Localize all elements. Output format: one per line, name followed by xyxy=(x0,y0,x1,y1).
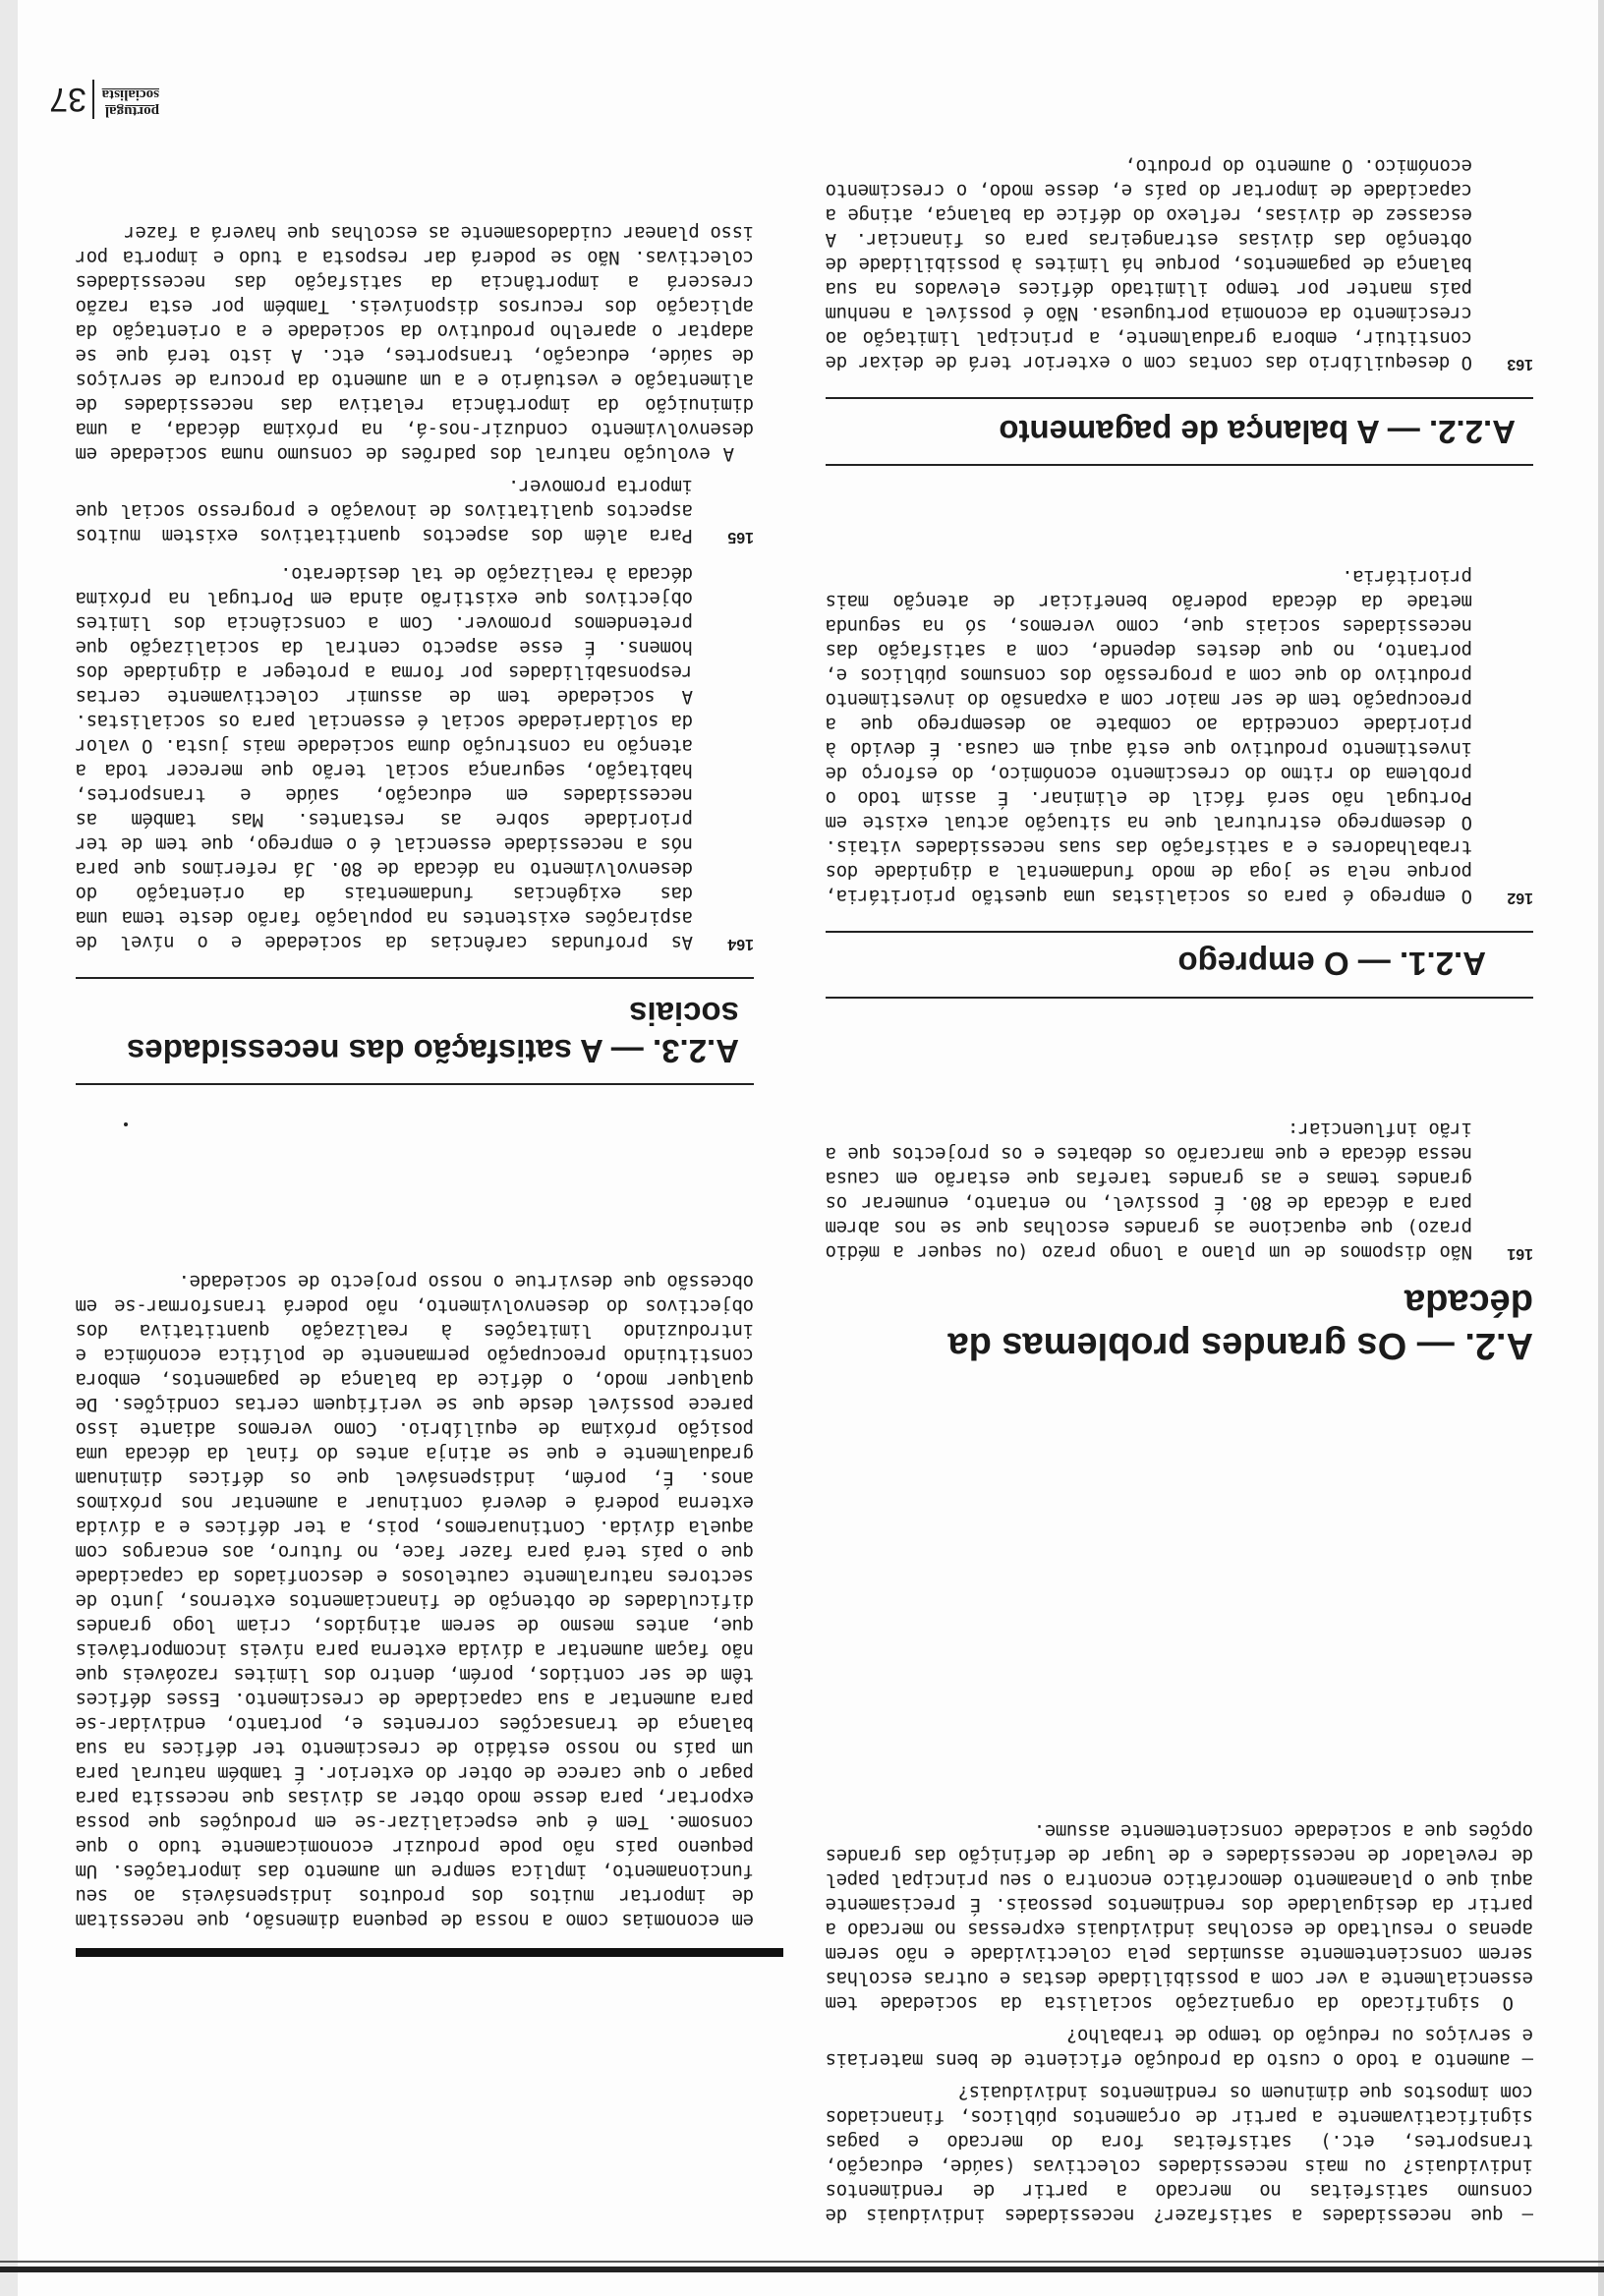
divider xyxy=(76,1083,754,1085)
intro-paragraph: O significado da organização socialista da sociedade tem essencialmente a ver com a possibilidade destas e outras escolhas serem conscientemente assumidas pela colectividade e não serem apenas o resultado de escolhas individuais expressas no mercado a partir da desigualdade dos rendimentos pessoais. É precisamente aqui que o planeamento democrático encontra o seu principal papel de revelador de necessidades e de lugar de definição das grandes opções que a sociedade conscientemente assume. xyxy=(826,1820,1533,2014)
divider xyxy=(826,931,1533,933)
divider xyxy=(826,397,1533,399)
column-left-lower xyxy=(826,556,1533,908)
paragraph-text: Não dispomos de um plano a longo prazo (ou sequer a médio prazo) que equacione as grandes escolhas que se nos abrem para a década de 80. É possível, no entanto, enumerar os grandes temas e as grandes tarefas que estarão em causa nessa década e que marcarão os debates e os projectos que a irão influenciar: xyxy=(826,1119,1472,1263)
intro-dash-1: — que necessidades a satisfazer? necessidades individuais de consumo satisfeitas no mercado a partir de rendimentos individuais? ou mais necessidades colectivas (saúde, educação, transportes, etc.) satisfeitas fora do mercado e pagas significativamente a partir de orçamentos públicos, financiados com impostos que diminuem os rendimentos individuais? xyxy=(826,2082,1533,2226)
paragraph-number: 163 xyxy=(1507,356,1533,373)
section-heading-a22: A.2.2. — A balança de pagamento xyxy=(999,414,1516,450)
scan-edge xyxy=(1598,0,1604,2296)
paragraph-number: 164 xyxy=(727,936,754,952)
column-left-bottom xyxy=(826,145,1533,374)
paragraph-text: O desequilíbrio das contas com o exterior terá de deixar de constituir, embora gradualmente, a principal limitação ao crescimento da economia portuguesa. Não é possível a nenhum país manter por tempo ilimitado défices elevados na sua balança de pagamentos, porque há limites à possibilidade de obtenção das divisas estrangeiras para os financiar. A escassez de divisas, reflexo do défice da balança, atinge a capacidade de importar do país e, desse modo, o crescimento económico. O aumento do produto, xyxy=(826,155,1472,373)
paragraph-165-continued: A evolução natural dos padrões de consumo numa sociedade em desenvolvimento conduzir-nos-á, na próxima década, a uma diminuição da importância relativa das necessidades de alimentação e vestuário e a um aumento da procura de serviços de saúde, educação, transportes, etc. A isto terá que se adaptar o aparelho produtivo da sociedade e a orientação da aplicação dos recursos disponíveis. Também por esta razão crescerá a importância da satisfação das necessidades colectivas. Não se poderá dar resposta a tudo e importa por isso planear cuidadosamente as escolhas que haverá a fazer xyxy=(76,222,754,465)
section-heading-a2: A.2. — Os grandes problemas da década xyxy=(947,1282,1533,1366)
paragraph-163 xyxy=(826,153,1533,374)
divider xyxy=(826,997,1533,999)
page-footer xyxy=(51,72,159,119)
top-rule xyxy=(0,2267,1604,2272)
main-rule xyxy=(76,1948,783,1957)
intro-dash-2: — aumento a todo o custo da produção eficiente de bens materiais e serviços ou redução do tempo de trabalho? xyxy=(826,2025,1533,2071)
publication-logo: portugal socialista xyxy=(101,86,159,119)
paragraph-text: O emprego é para os socialistas uma questão prioritária, porque nela se joga de modo fundamental a dignidade dos trabalhadores e a satisfação das suas necessidades vitais. O desemprego estrutural que na situação actual existe em Portugal não será fácil de eliminar. É assim todo o problema do ritmo do crescimento económico, do esforço de investimento produtivo que está aqui em causa. É devido à prioridade concedida ao combate ao desemprego que a preocupação tem de ser maior com a expansão do investimento produtivo do que com a progressão dos consumos públicos e, portanto, no que destes depende, com a satisfação das necessidades sociais que, como veremos, só na segunda metade da década poderão beneficiar de atenção mais prioritária. xyxy=(826,566,1472,907)
paragraph-number: 165 xyxy=(727,529,754,545)
paragraph-165 xyxy=(76,474,754,547)
paragraph-163-continued: em economias como a nossa de pequena dimensão, que necessitam de importar muitos dos produtos indispensáveis ao seu funcionamento, implica sempre um aumento das importações. Um pequeno país não pode produzir economicamente tudo o que consome. Tem é que especializar-se em produções que possa exportar, para desse modo obter as divisas que necessita para pagar o que carece de obter do exterior. É também natural para um país no nosso estádio de crescimento ter défices na sua balança de transacções correntes e, portanto, endividar-se para aumentar a sua capacidade de crescimento. Esses défices têm de ser contidos, porém, dentro dos limites razoáveis que não façam aumentar a dívida externa para níveis incomportáveis que, antes mesmo de serem atingidos, criam logo grandes dificuldades de obtenção de financiamentos externos, junto de sectores naturalmente cautelosos e desconfiados da capacidade que o país terá para fazer face, no futuro, aos encargos com aquela dívida. Continuaremos, pois, a ter défices e a dívida externa poderá e deverá continuar a aumentar nos próximos anos. É, porém, indispensável que os défices diminuam gradualmente e que se atinja antes do final da década uma posição próxima de equilíbrio. Como veremos adiante isso parece possível desde que se verifiquem certas condições. De qualquer modo, o défice da balança de pagamentos, embora constituindo preocupação permanente de política económica e introduzindo limitações à realização quantitativa dos objectivos do desenvolvimento, não poderá transformar-se em obcessão que desvirtue o nosso projecto de sociedade. xyxy=(76,1271,754,1931)
column-left-top xyxy=(826,1810,1533,2227)
divider xyxy=(76,977,754,979)
column-right-mid xyxy=(76,212,754,954)
divider xyxy=(826,464,1533,466)
top-rule xyxy=(0,2261,1604,2263)
paragraph-164 xyxy=(76,561,754,954)
section-heading-a23: A.2.3. — A satisfação das necessidades sociais xyxy=(126,996,739,1069)
page-number: 37 xyxy=(49,80,94,119)
paragraph-number: 161 xyxy=(1507,1245,1533,1262)
column-left-mid xyxy=(826,1109,1533,1264)
paragraph-number: 162 xyxy=(1507,890,1533,906)
paragraph-text: Para além dos aspectos quantitativos existem muitos aspectos qualitativos de inovação e progresso social que importa promover. xyxy=(76,476,693,546)
column-right-top xyxy=(76,1261,754,1932)
dot-mark xyxy=(124,1122,128,1126)
paragraph-161 xyxy=(826,1117,1533,1264)
scan-edge xyxy=(0,0,18,2296)
section-heading-a21: A.2.1. — O emprego xyxy=(1177,946,1486,982)
paragraph-text: As profundas carências da sociedade e o nível de aspirações existentes na população farão deste tema uma das exigências fundamentais da orientação do desenvolvimento na década de 80. Já referimos que para nós a necessidade essencial é o emprego, que tem de ter prioridade sobre as restantes. Mas também as necessidades em educação, saúde e transportes, habitação, segurança social terão que merecer toda a atenção na construção duma sociedade mais justa. O valor da solidariedade social é essencial para os socialistas. A sociedade tem de assumir colectivamente certas responsabilidades por forma a proteger a dignidade dos homens. É esse aspecto central da socialização que pretendemos promover. Com a consciência dos limites objectivos que existirão ainda em Portugal na próxima década à realização de tal desiderato. xyxy=(76,563,693,953)
paragraph-162 xyxy=(826,564,1533,908)
